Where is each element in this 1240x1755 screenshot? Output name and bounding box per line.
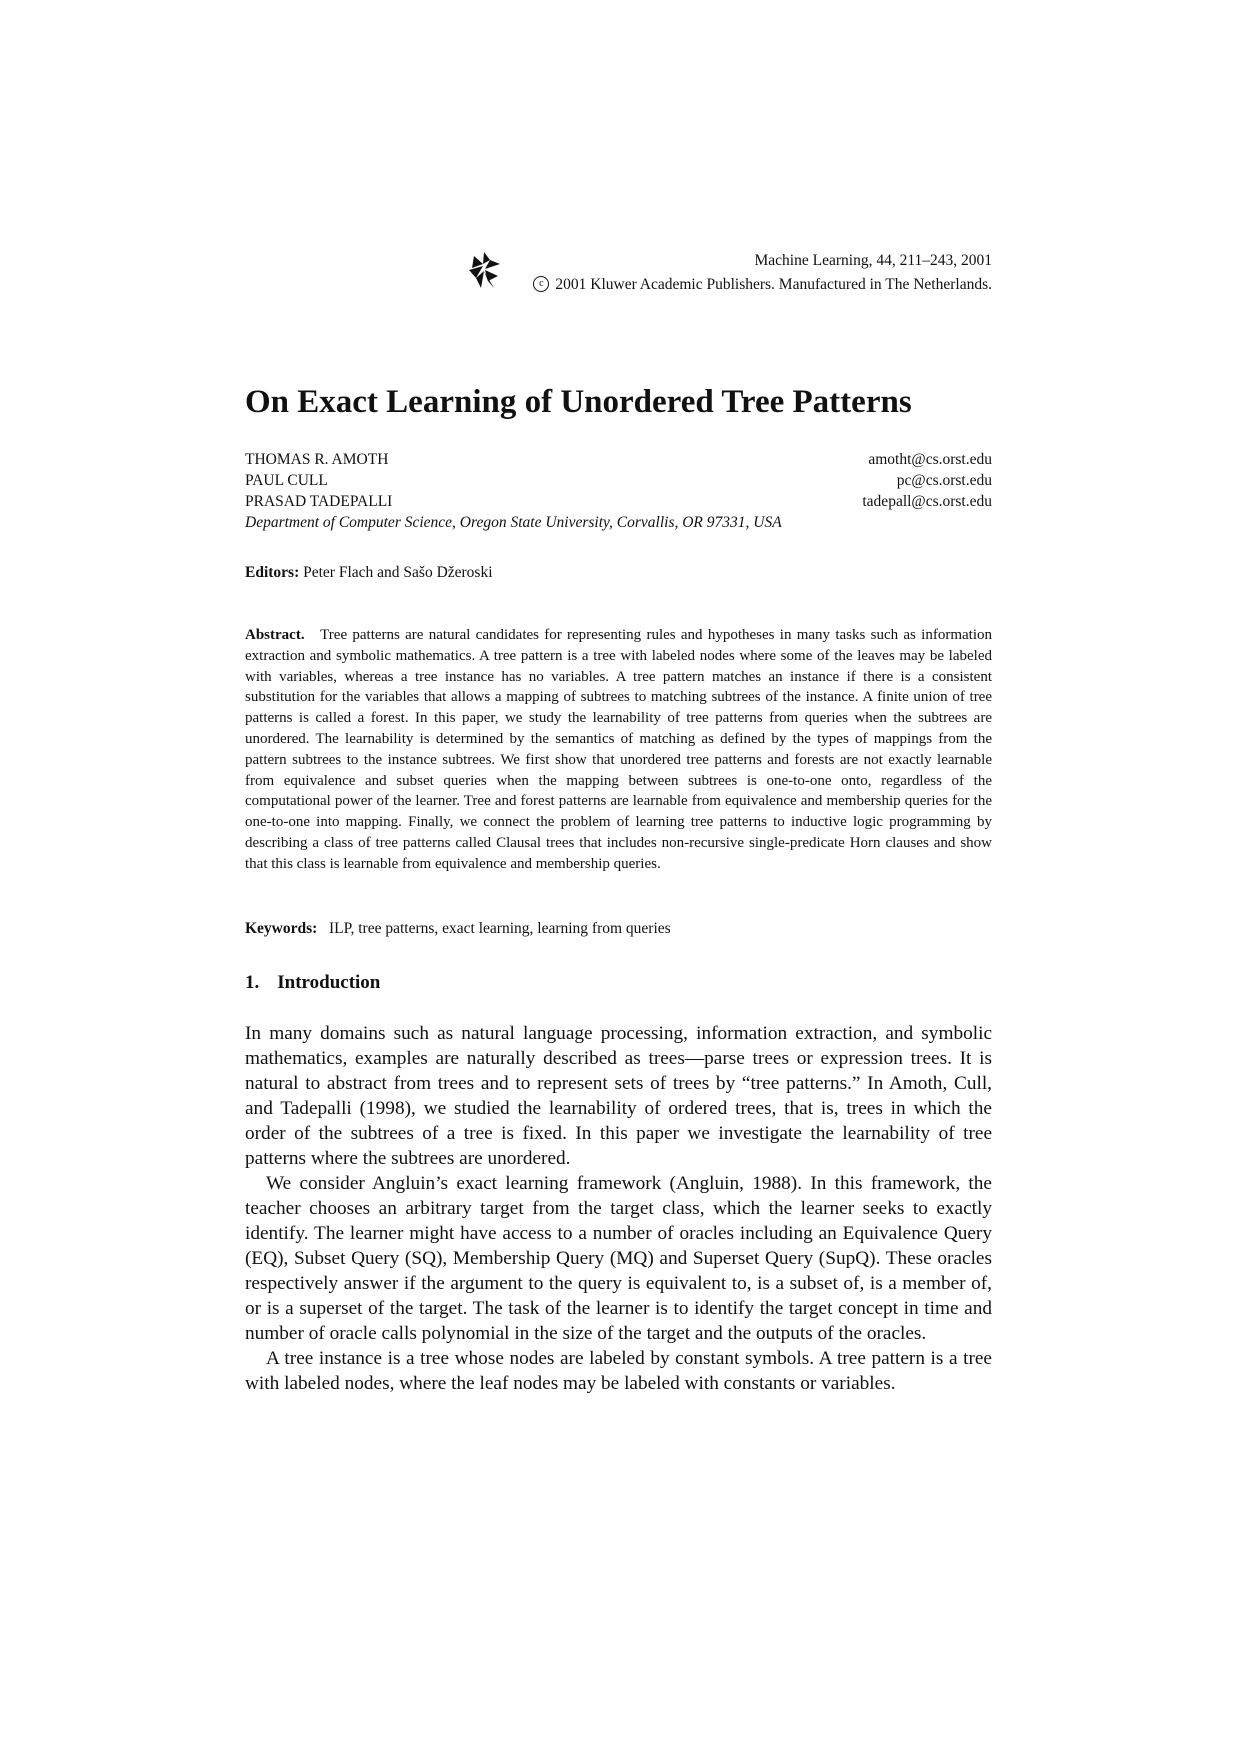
copyright-text: 2001 Kluwer Academic Publishers. Manufactured in The Netherlands. xyxy=(555,275,992,293)
author-email[interactable]: pc@cs.orst.edu xyxy=(896,472,992,489)
keywords-text: ILP, tree patterns, exact learning, learning from queries xyxy=(328,920,671,937)
abstract xyxy=(245,625,992,875)
editors-label: Editors: xyxy=(245,564,300,581)
journal-header xyxy=(466,250,992,295)
author-row xyxy=(245,470,992,491)
copyright-notice xyxy=(466,271,992,295)
author-email[interactable]: tadepall@cs.orst.edu xyxy=(862,493,992,510)
section-number: 1. xyxy=(245,972,260,993)
editors-names: Peter Flach and Sašo Džeroski xyxy=(303,564,493,581)
author-name: PAUL CULL xyxy=(245,472,328,489)
author-row xyxy=(245,491,992,512)
copyright-icon: c xyxy=(533,276,549,292)
body-paragraph: A tree instance is a tree whose nodes are labeled by constant symbols. A tree pattern is a tree with labeled nodes, where the leaf nodes may be labeled with constants or variables. xyxy=(245,1348,992,1394)
abstract-label: Abstract. xyxy=(245,627,305,643)
journal-citation: Machine Learning, 44, 211–243, 2001 xyxy=(754,252,992,269)
author-block xyxy=(245,449,992,533)
section-title: Introduction xyxy=(277,972,381,993)
affiliation: Department of Computer Science, Oregon State University, Corvallis, OR 97331, USA xyxy=(245,514,782,531)
keywords-line xyxy=(245,918,671,939)
keywords-label: Keywords: xyxy=(245,920,318,937)
publisher-logo-icon xyxy=(466,250,502,290)
editors-line xyxy=(245,562,493,583)
author-email[interactable]: amotht@cs.orst.edu xyxy=(868,451,992,468)
body-paragraph: In many domains such as natural language processing, information extraction, and symbolic mathematics, examples are naturally described as trees—parse trees or expression trees. It is natural to abstract from trees and to represent sets of trees by “tree patterns.” In Amoth, Cull, and Tadepalli (1998), we studied the learnability of ordered trees, that is, trees in which the order of the subtrees of a tree is fixed. In this paper we investigate the learnability of tree patterns where the subtrees are unordered. xyxy=(245,1023,992,1169)
author-name: THOMAS R. AMOTH xyxy=(245,451,389,468)
author-row xyxy=(245,449,992,470)
body-text xyxy=(245,1021,992,1396)
section-heading xyxy=(245,971,380,995)
author-name: PRASAD TADEPALLI xyxy=(245,493,393,510)
paper-title: On Exact Learning of Unordered Tree Patterns xyxy=(245,384,912,420)
abstract-text: Tree patterns are natural candidates for representing rules and hypotheses in many tasks such as information extraction and symbolic mathematics. A tree pattern is a tree with labeled nodes where some of the leaves may be labeled with variables, whereas a tree instance has no variables. A tree pattern matches an instance if there is a consistent substitution for the variables that allows a mapping of subtrees to matching subtrees of the instance. A finite union of tree patterns is called a forest. In this paper, we study the learnability of tree patterns from queries when the subtrees are unordered. The learnability is determined by the semantics of matching as defined by the types of mappings from the pattern subtrees to the instance subtrees. We first show that unordered tree patterns and forests are not exactly learnable from equivalence and subset queries when the mapping between subtrees is one-to-one onto, regardless of the computational power of the learner. Tree and forest patterns are learnable from equivalence and membership queries for the one-to-one into mapping. Finally, we connect the problem of learning tree patterns to inductive logic programming by describing a class of tree patterns called Clausal trees that includes non-recursive single-predicate Horn clauses and show that this class is learnable from equivalence and membership queries. xyxy=(245,627,992,872)
body-paragraph: We consider Angluin’s exact learning framework (Angluin, 1988). In this framework, the teacher chooses an arbitrary target from the target class, which the learner seeks to exactly identify. The learner might have access to a number of oracles including an Equivalence Query (EQ), Subset Query (SQ), Membership Query (MQ) and Superset Query (SupQ). These oracles respectively answer if the argument to the query is equivalent to, is a subset of, is a member of, or is a superset of the target. The task of the learner is to identify the target concept in time and number of oracle calls polynomial in the size of the target and the outputs of the oracles. xyxy=(245,1173,992,1344)
